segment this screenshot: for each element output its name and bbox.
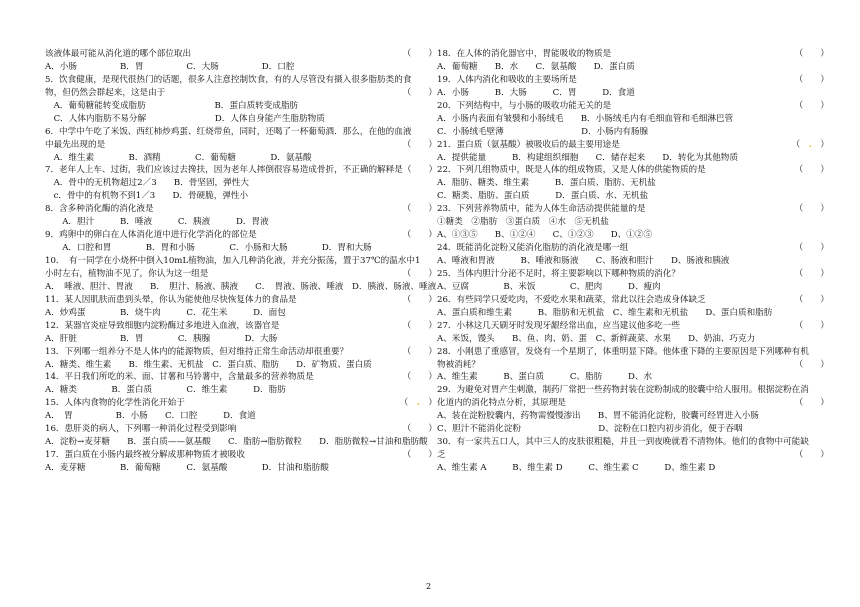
line-text: 12．某器官炎症导致细胞内淀粉酶过多地进入血液，该器官是	[45, 320, 280, 331]
line-text: A．胆汁 B．唾液 C．胰液 D．胃液	[45, 217, 269, 228]
line-text: A．脂肪、糖类、维生素 B．蛋白质、脂肪、无机盐	[437, 178, 656, 189]
line-text: 10． 有一同学在小烧杯中倒入10mL植物油，加入几种消化液，并充分振荡，置于37℃的温水中1	[45, 256, 421, 266]
answer-blank: （ ）	[794, 268, 829, 279]
line-text: A．麦芽糖 B．葡萄糖 C．氨基酸 D．甘油和脂肪酸	[45, 463, 329, 473]
line-text: A．小肠 B．大肠 C．胃 D．食道	[437, 87, 635, 98]
line-text: A．维生素 B．酒精 C．葡萄糖 D．氨基酸	[45, 152, 312, 163]
answer-blank: （ . ）	[791, 139, 829, 150]
page-number: 2	[426, 582, 432, 591]
line-text: 化道内的消化特点分析，其原理是	[437, 398, 566, 409]
line-text: ①糖类 ②脂肪 ③蛋白质 ④水 ⑤无机盐	[437, 217, 609, 228]
answer-blank: （ ）	[402, 424, 437, 435]
line-text: A、装在淀粉胶囊内，药物需慢慢渗出 B、胃不能消化淀粉，胶囊可经胃进入小肠	[437, 411, 759, 422]
line-text: A．骨中的无机物超过2／3 B．骨坚固，弹性大	[45, 178, 249, 189]
answer-blank: （ ）	[794, 74, 829, 85]
line-text: 16．患肝炎的病人，下列哪一种消化过程受到影响	[45, 424, 237, 435]
line-text: 9．鸡卵中的卵白在人体消化道中进行化学消化的部位是	[45, 230, 257, 241]
answer-blank: （ ）	[794, 320, 829, 331]
highlight-dot-icon: .	[416, 398, 420, 409]
answer-blank: （ ）	[794, 100, 829, 111]
line-text: C．糖类、脂肪、蛋白质 D．蛋白质、水、无机盐	[437, 191, 649, 202]
answer-blank: （ ）	[402, 268, 437, 279]
text-line	[437, 348, 827, 361]
answer-blank: （ ）	[794, 243, 829, 254]
line-text: A．葡萄糖能转变成脂肪 B．蛋白质转变成脂肪	[45, 100, 299, 111]
text-line	[437, 464, 827, 477]
line-text: C、胆汁不能消化淀粉 D、淀粉在口腔内初步消化，便于吞咽	[437, 424, 743, 435]
answer-blank: （ ）	[402, 204, 437, 215]
line-text: A、蛋白质和维生素 B、脂肪和无机盐 C、维生素和无机盐 D、蛋白质和脂肪	[437, 307, 773, 318]
line-text: 27．小林这几天刷牙时发现牙龈经常出血，应当建议他多吃一些	[437, 320, 680, 331]
line-text: c．骨中的有机物不到1／3 D．骨硬脆，弹性小	[45, 191, 249, 202]
line-text: A．淀粉→麦芽糖 B．蛋白质——氨基酸 C．脂肪→脂肪微粒 D．脂肪微粒→甘油和脂肪酸	[45, 437, 428, 448]
line-text: 28．小刚患了重感冒，发烧有一个星期了，体重明显下降。他体重下降的主要原因是下列哪种有机	[437, 346, 809, 357]
line-text: 17．蛋白质在小肠内最终被分解成那种物质才被吸收	[45, 450, 245, 461]
line-text: A．肝脏 B．胃 C．胰腺 D．大肠	[45, 333, 278, 344]
line-text: 15．人体内食物的化学性消化开始于	[45, 398, 185, 409]
line-text: A．糖类、维生素 B．维生素、无机盐 C．蛋白质、脂肪 D．矿物质、蛋白质	[45, 359, 372, 370]
line-text: A、维生素 A B、维生素 D C、维生素 C D、维生素 D	[437, 463, 716, 473]
line-text: 13．下列哪一组养分不是人体内的能源物质，但对维持正常生命活动却很重要？	[45, 346, 349, 357]
answer-blank: （ ）	[794, 49, 829, 59]
line-text: A． 胃 B．小肠 C．口腔 D．食道	[45, 411, 256, 422]
line-text: 25．当体内胆汁分泌不足时，将主要影响以下哪种物质的消化？	[437, 268, 680, 279]
line-text: 14．平日我们所吃的米、面、甘薯和马铃薯中，含量最多的营养物质是	[45, 372, 314, 383]
line-text: 6．中学中午吃了米饭、西红柿炒鸡蛋、红烧带鱼，同时，还喝了一杯葡萄酒．那么，在他的血液	[45, 126, 412, 137]
line-text: A、维生素 B、蛋白质 C、脂肪 D、水	[437, 372, 653, 383]
answer-blank: （ ）	[402, 320, 437, 331]
answer-blank: （ ）	[402, 230, 437, 241]
answer-blank: （ ）	[794, 398, 829, 409]
line-text: 物被消耗？	[437, 359, 480, 370]
answer-blank: （ ）	[794, 165, 829, 176]
line-text: 19．人体内消化和吸收的主要场所是	[437, 74, 577, 85]
text-line	[437, 438, 827, 451]
line-text: 小时左右，植物油不见了，你认为这一组是	[45, 268, 209, 279]
highlight-dot-icon: .	[808, 139, 812, 150]
line-text: 7．老年人上车、过街，我们应该过去搀扶，因为老年人摔倒很容易造成骨折，不正确的解释是（ ）	[45, 165, 438, 176]
answer-blank: （ ）	[794, 294, 829, 305]
line-text: A．葡萄糖 B．水 C．氨基酸 D．蛋白质	[437, 61, 635, 72]
text-line	[45, 464, 435, 477]
answer-blank: （ ）	[402, 49, 437, 59]
answer-blank: （ . ）	[399, 398, 437, 409]
line-text: A．小肠内表面有皱襞和小肠绒毛 B．小肠绒毛内有毛细血管和毛细淋巴管	[437, 113, 734, 124]
line-text: 5．饮食健康，是现代很热门的话题，很多人注意控制饮食，有的人尽管没有摄入很多脂肪类的食	[45, 74, 412, 85]
line-text: A．提供能量 B．构建组织细胞 C．储存起来 D．转化为其他物质	[437, 152, 738, 163]
line-text: 21．蛋白质（氨基酸）被吸收后的最主要用途是	[437, 139, 620, 150]
left-column	[45, 49, 438, 477]
answer-blank: （ ）	[402, 372, 437, 383]
line-text: 29．为避免对胃产生刺激，制药厂常把一些药物封装在淀粉制成的胶囊中给人服用。根据淀粉在消	[437, 385, 809, 396]
line-text: 中最先出现的是	[45, 139, 106, 150]
line-text: 该液体最可能从消化道的哪个部位取出	[45, 49, 192, 59]
line-text: 22．下列几组物质中，既是人体的组成物质，又是人体的供能物质的是	[437, 165, 706, 176]
line-text: 20．下列结构中，与小肠的吸收功能无关的是	[437, 100, 612, 111]
line-text: 8．含多种消化酶的消化液是	[45, 204, 154, 215]
line-text: A、米饭，馒头 B、鱼、肉、奶、蛋 C、新鲜蔬菜、水果 D、奶油、巧克力	[437, 333, 756, 344]
line-text: 乏	[437, 450, 446, 461]
answer-blank: （ ）	[794, 204, 829, 215]
answer-blank: （ ）	[402, 87, 437, 98]
answer-blank: （ ）	[402, 450, 437, 461]
answer-blank: （ ）	[794, 450, 829, 461]
answer-blank: （ ）	[794, 359, 829, 370]
line-text: A．炒鸡蛋 B．烧牛肉 C．花生米 D．面包	[45, 307, 286, 318]
line-text: A、①③⑤ B、①②④ C、①②③ D、①②⑤	[437, 230, 653, 241]
line-text: A．小肠 B．胃 C．大肠 D．口腔	[45, 61, 295, 72]
line-text: A．糖类 B．蛋白质 C．维生素 D．脂肪	[45, 385, 286, 396]
line-text: C．小肠绒毛壁薄 D．小肠内有肠腺	[437, 126, 649, 137]
line-text: 24．既能消化淀粉又能消化脂肪的消化液是哪一组	[437, 243, 629, 254]
line-text: 30．有一家共五口人，其中三人的皮肤很粗糙，并且一到夜晚就看不清物体。他们的食物中可能缺	[437, 437, 809, 448]
line-text: 23．下列营养物质中，能为人体生命活动提供能量的是	[437, 204, 646, 215]
line-text: A． 唾液、胆汁、胃液 B． 胆汁、肠液、胰液 C． 胃液、肠液、唾液 D．胰液、肠液、唾液	[45, 281, 437, 292]
line-text: A、唾液和胃液 B、唾液和肠液 C、肠液和胆汁 D、肠液和胰液	[437, 256, 730, 266]
line-text: 26．有些同学只爱吃肉，不爱吃水果和蔬菜，常此以往会造成身体缺乏	[437, 294, 706, 305]
line-text: A、豆腐 B、米饭 C、肥肉 D、瘦肉	[437, 281, 661, 292]
answer-blank: （ ）	[402, 294, 437, 305]
answer-blank: （ ）	[402, 139, 437, 150]
right-column	[437, 50, 827, 477]
line-text: 18．在人体的消化器官中，胃能吸收的物质是	[437, 49, 612, 59]
line-text: C．人体内脂肪不易分解 D．人体自身能产生脂肪物质	[45, 113, 325, 124]
line-text: 物，但仍然会群起来，这是由于	[45, 87, 166, 98]
answer-blank: （ ）	[402, 346, 437, 357]
line-text: A．口腔和胃 B．胃和小肠 C．小肠和大肠 D．胃和大肠	[45, 243, 372, 254]
line-text: 11．某人因肌肤而患到头晕，你认为能使他尽快恢复体力的食品是	[45, 294, 297, 305]
